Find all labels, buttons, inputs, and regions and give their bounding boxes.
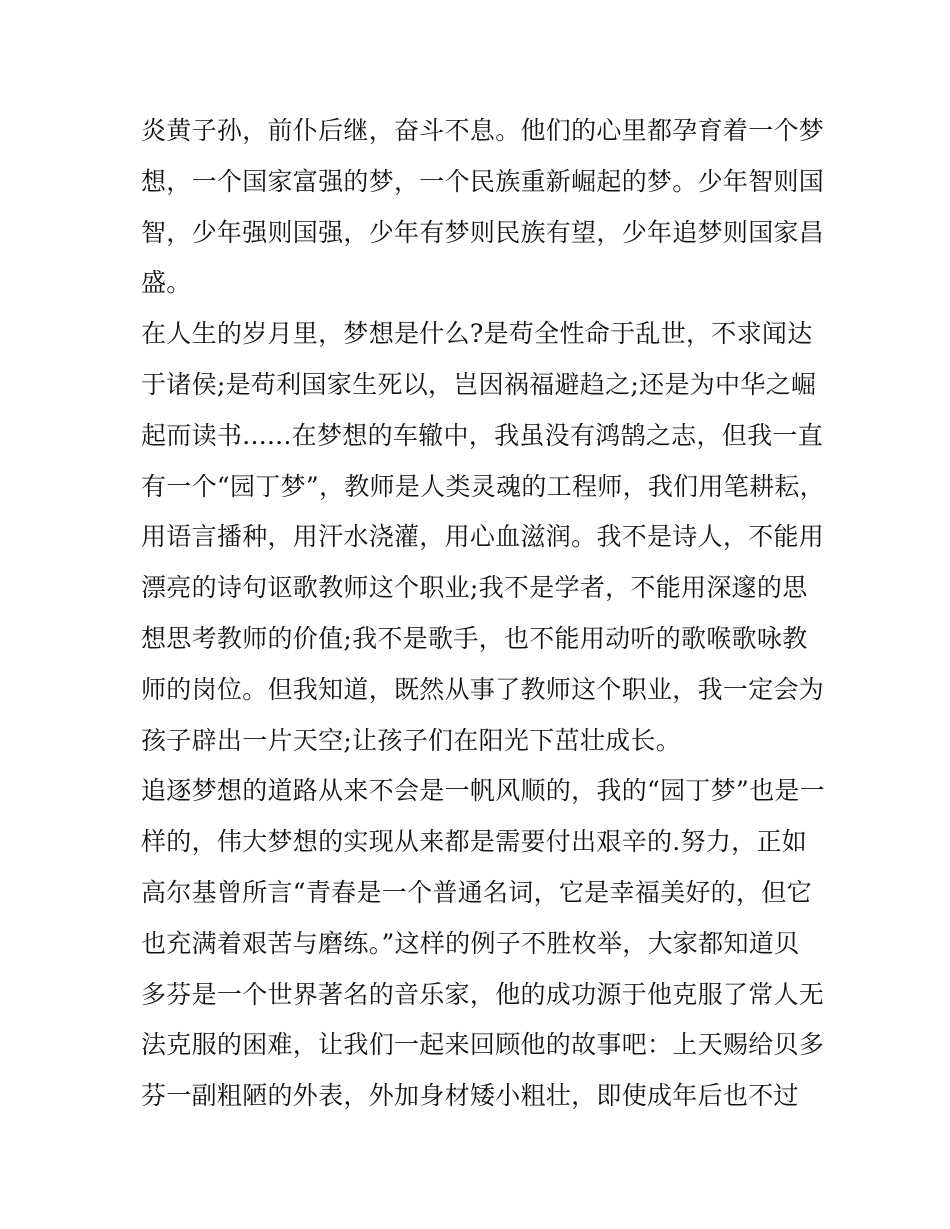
text-line: 法克服的困难，让我们一起来回顾他的故事吧：上天赐给贝多: [141, 1030, 825, 1060]
text-line: 漂亮的诗句讴歌教师这个职业;我不是学者，不能用深邃的思: [141, 573, 808, 603]
text-line: 追逐梦想的道路从来不会是一帆风顺的，我的“园丁梦”也是一: [141, 776, 825, 806]
text-line: 也充满着艰苦与磨练。”这样的例子不胜枚举，大家都知道贝: [141, 928, 800, 958]
text-line: 智，少年强则国强，少年有梦则民族有望，少年追梦则国家昌: [141, 217, 825, 247]
text-line: 芬一副粗陋的外表，外加身材矮小粗壮，即使成年后也不过: [141, 1081, 799, 1111]
text-line: 盛。: [141, 268, 192, 298]
text-line: 有一个“园丁梦”，教师是人类灵魂的工程师，我们用笔耕耘，: [141, 471, 825, 501]
text-line: 想思考教师的价值;我不是歌手，也不能用动听的歌喉歌咏教: [141, 623, 808, 653]
text-line: 用语言播种，用汗水浇灌，用心血滋润。我不是诗人，不能用: [141, 522, 825, 552]
text-line: 孩子辟出一片天空;让孩子们在阳光下茁壮成长。: [141, 725, 682, 755]
text-line: 于诸侯;是苟利国家生死以，岂因祸福避趋之;还是为中华之崛: [141, 369, 817, 399]
text-line: 师的岗位。但我知道，既然从事了教师这个职业，我一定会为: [141, 674, 825, 704]
text-line: 起而读书......在梦想的车辙中，我虽没有鸿鹄之志，但我一直: [141, 420, 823, 450]
text-line: 样的，伟大梦想的实现从来都是需要付出艰辛的.努力，正如: [141, 827, 808, 857]
text-line: 高尔基曾所言“青春是一个普通名词，它是幸福美好的，但它: [141, 877, 812, 907]
text-line: 多芬是一个世界著名的音乐家，他的成功源于他克服了常人无: [141, 979, 825, 1009]
document-body: [141, 106, 825, 1122]
text-line: 炎黄子孙，前仆后继，奋斗不息。他们的心里都孕育着一个梦: [141, 116, 825, 145]
text-line: 在人生的岁月里，梦想是什么?是苟全性命于乱世，不求闻达: [141, 319, 813, 349]
text-line: 想，一个国家富强的梦，一个民族重新崛起的梦。少年智则国: [141, 166, 825, 196]
